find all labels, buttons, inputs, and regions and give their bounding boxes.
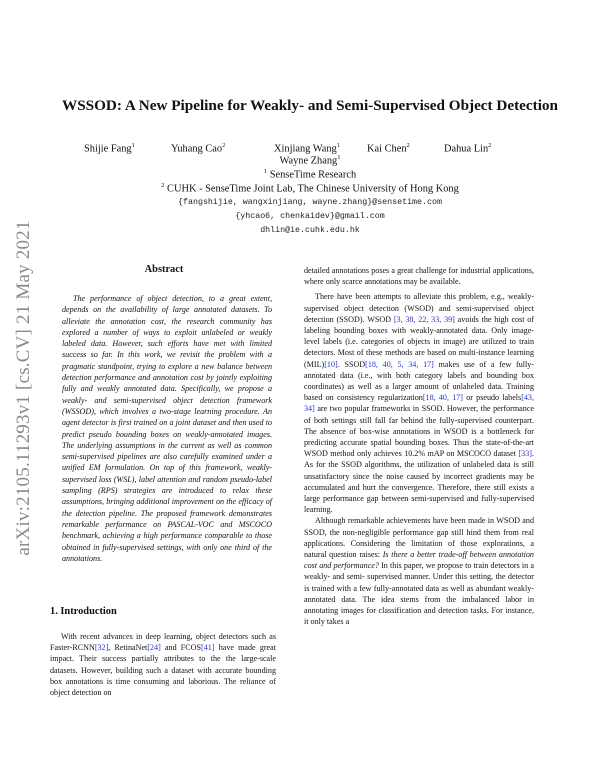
abstract-body [62,293,272,564]
research-question: Is there a better trade-off between annotation cost and performance? [304,550,534,571]
arxiv-sidebar-id: arXiv:2105.11293v1 [cs.CV] 21 May 2021 [13,220,34,556]
citation-link[interactable]: [24] [147,643,161,653]
intro-paragraph: With recent advances in deep learning, object detectors such as Faster-RCNN[32], RetinaNet[24] and FCOS[41] have made great impact. Their success partially attributes to the the large-scale datasets. However, building such a dataset with accurate bounding box annotations is time consuming and laborious. The reliance of object detection on [50,632,276,698]
right-column [304,265,534,628]
citation-link[interactable]: [32] [94,643,109,653]
right-paragraph-3: Although remarkable achievements have been made in WSOD and SSOD, the non-negligible performance gap still hind them from real applications. Considering the limitation of those explorations, a natural question raises: Is there a better trade-off between annotation cost and performance? In this paper, we propose to train detectors in a weakly- and semi- supervised manner. Under this setting, the detector is trained with a few fully-annotated data as well as abundant weakly-annotated data. The idea stems from the imbalanced labor in annotating images for classification and detection tasks. For instance, it only takes a [304,516,534,627]
email-line-1: {fangshijie, wangxinjiang, wayne.zhang}@sensetime.com [178,198,442,207]
affiliation-2: $^2$ CUHK - SenseTime Joint Lab, The Chinese University of Hong Kong [161,182,459,195]
author-3: Xinjiang Wang$^1$ [274,142,340,155]
author-1: Shijie Fang$^1$ [84,142,135,155]
citation-link[interactable]: [41] [201,643,215,653]
right-paragraph-2: There have been attempts to alleviate this problem, e.g., weakly-supervised object detection (WSOD) and semi-supervised object detection (SSOD). WSOD [3, 38, 22, 33, 39] avoids the high cost of labeling bounding boxes with weakly-annotated data. Only image-level labels (i.e. categories of objects in image) are utilized to train detectors. Most of these methods are based on multi-instance learning (MIL)[10]. SSOD[18, 40, 5, 34, 17] makes use of a few fully-annotated data (i.e., with both category labels and bounding box coordinates) as well as a larger amount of unlabeled data. Training based on consistency regularization[18, 40, 17] or pseudo labels[43, 34] are two popular frameworks in SSOD. However, the performance of both settings still fall far behind the fully-supervised counterpart. The absence of box-wise annotations in WSOD is a bottleneck for predicting accurate spatial bounding boxes. Thus the state-of-the-art WSOD method only achieves 10.2% mAP on MSCOCO dataset [33]. As for the SSOD algorithms, the utilization of unlabeled data is still unsatisfactory since the noise caused by incorrect gradients may be accumulated and hurt the convergence. Therefore, there still exists a large performance gap between semi-supervised and fully-supervised learning. [304,292,535,515]
abstract-paragraph: The performance of object detection, to a great extent, depends on the availability of large annotated datasets. To alleviate the annotation cost, the research community has explored a number of ways to exploit unlabeled or weakly labeled data. However, such efforts have met with limited success so far. In this work, we revisit the problem with a pragmatic standpoint, trying to explore a new balance between detection performance and annotation cost by jointly exploiting fully and weakly annotated data. Specifically, we propose a weakly- and semi-supervised object detection framework (WSSOD), which involves a two-stage learning procedure. An agent detector is first trained on a joint dataset and then used to predict pseudo bounding boxes on weakly-annotated images. The underlying assumptions in the current as well as common semi-supervised pipelines are also carefully examined under a unified EM formulation. On top of this framework, weakly-supervised loss (WSL), label attention and random pseudo-label sampling (RPS) strategies are introduced to relax these assumptions, bringing additional improvement on the efficacy of the detection pipeline. The proposed framework demonstrates remarkable performance on PASCAL-VOC and MSCOCO benchmark, achieving a high performance comparable to those obtained in fully-supervised settings, with only one third of the annotations. [62,294,272,563]
author-6: Wayne Zhang$^1$ [279,154,341,167]
author-4: Kai Chen$^2$ [367,142,410,155]
citation-link[interactable]: [43, 34] [304,393,534,414]
citation-link[interactable]: [18, 40, 17] [422,393,463,403]
right-paragraph-1: detailed annotations poses a great challenge for industrial applications, where only scarce annotations may be available. [304,266,534,287]
citation-link[interactable]: [10] [324,359,338,369]
abstract-heading: Abstract [144,264,184,275]
intro-heading: 1. Introduction [50,606,117,617]
affiliation-1: $^1$ SenseTime Research [263,168,357,181]
author-2: Yuhang Cao$^2$ [171,142,226,155]
author-5: Dahua Lin$^2$ [444,142,492,155]
citation-link[interactable]: [3, 38, 22, 33, 39] [393,314,455,324]
email-line-2: {yhcao6, chenkaidev}@gmail.com [235,212,385,221]
intro-body [50,631,276,698]
citation-link[interactable]: [33] [518,449,532,459]
email-line-3: dhlin@ie.cuhk.edu.hk [260,226,360,235]
citation-link[interactable]: [18, 40, 5, 34, 17] [365,359,434,369]
paper-title: WSSOD: A New Pipeline for Weakly- and Semi-Supervised Object Detection [62,97,558,114]
